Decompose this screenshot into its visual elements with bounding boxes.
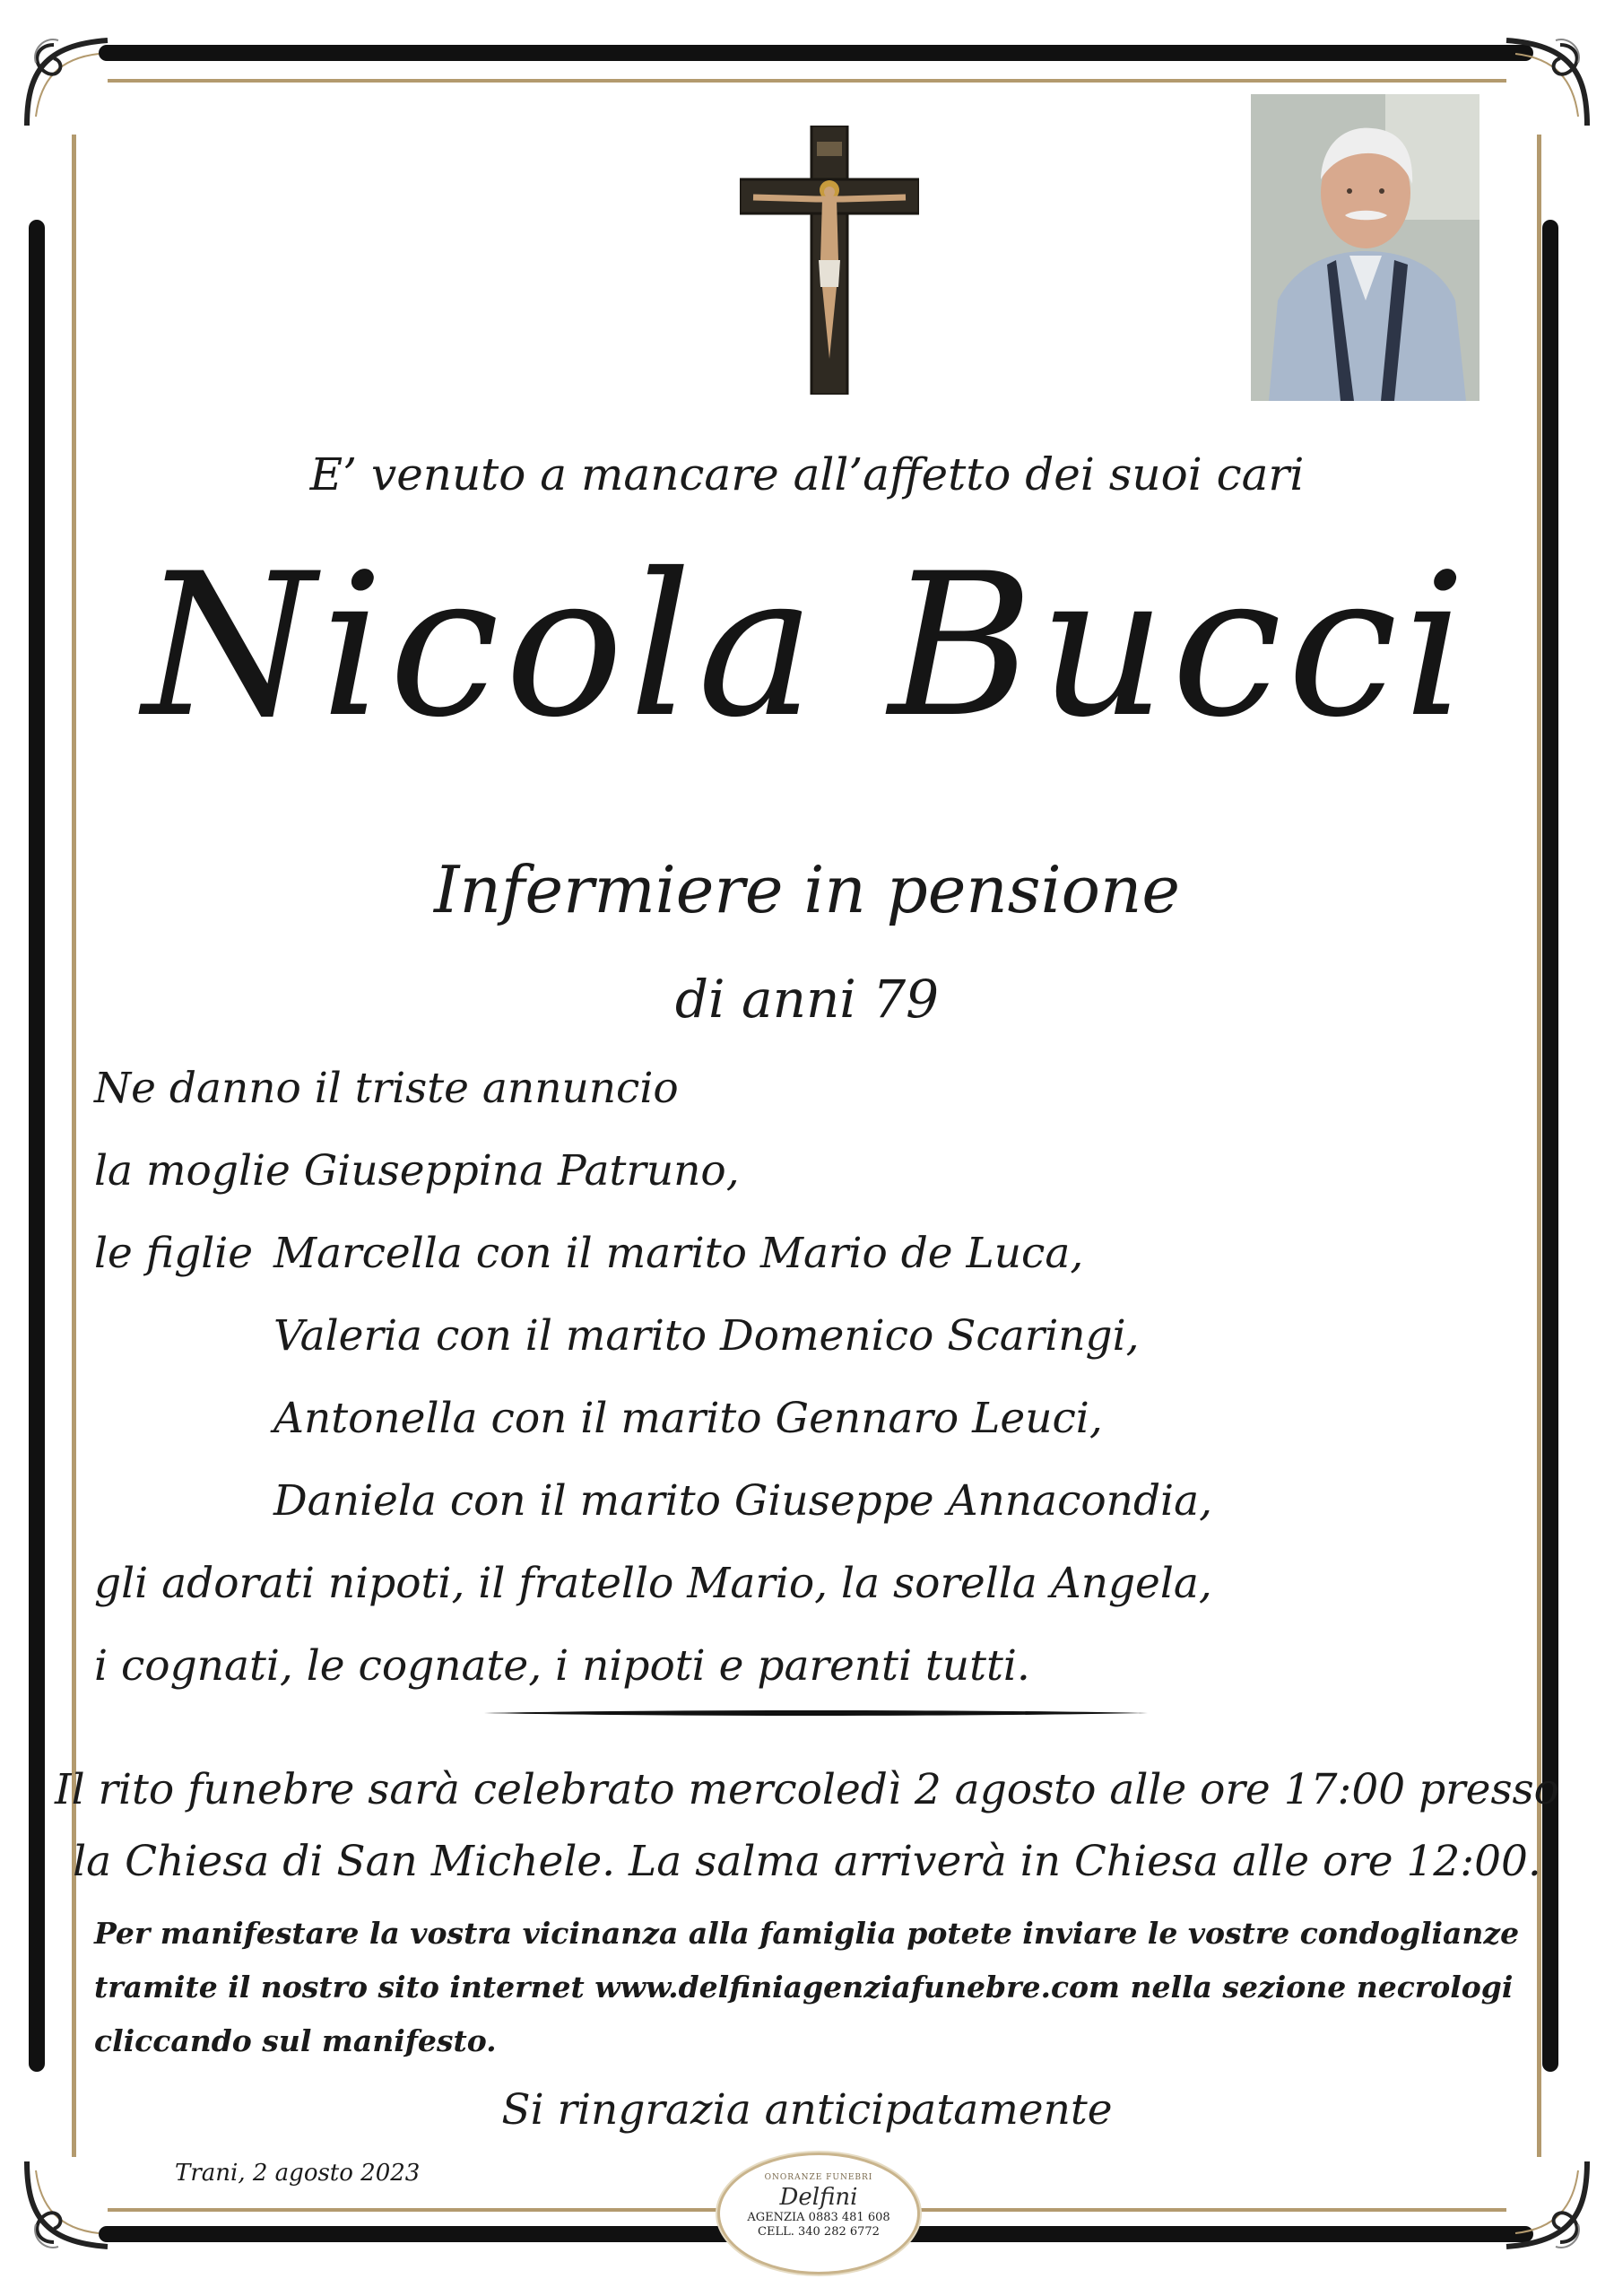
corner-ornament-icon (1488, 27, 1596, 135)
agency-tagline: ONORANZE FUNEBRI (764, 2173, 873, 2182)
divider-line (484, 1709, 1148, 1717)
portrait-image (1251, 94, 1480, 401)
deceased-profession: Infermiere in pensione (434, 852, 1180, 927)
frame-gold-line-top (108, 79, 1506, 83)
deceased-photo (1251, 94, 1480, 401)
crucifix-icon (740, 126, 919, 395)
deceased-age: di anni 79 (674, 969, 940, 1030)
thanks-text: Si ringrazia anticipatamente (501, 2085, 1113, 2135)
condolences-line3: cliccando sul manifesto. (94, 2023, 497, 2058)
place-date: Trani, 2 agosto 2023 (175, 2160, 421, 2187)
condolences-line2: tramite il nostro sito internet www.delfiniagenziafunebre.com nella sezione necrologi (94, 1970, 1514, 2005)
frame-top-bar (99, 45, 1533, 61)
deceased-name: Nicola Bucci (142, 531, 1472, 761)
family-line: Ne danno il triste annuncio (94, 1064, 679, 1113)
family-line: Daniela con il marito Giuseppe Annacondia, (273, 1476, 1213, 1526)
condolences-line1: Per manifestare la vostra vicinanza alla famiglia potete inviare le vostre condoglianze (94, 1916, 1520, 1951)
agency-brand: Delfini (779, 2184, 858, 2211)
family-line: la moglie Giuseppina Patruno, (94, 1146, 740, 1196)
agency-logo (717, 2152, 920, 2274)
corner-ornament-icon (1488, 2152, 1596, 2260)
family-line: i cognati, le cognate, i nipoti e parenti tutti. (94, 1641, 1030, 1691)
family-line: Marcella con il marito Mario de Luca, (273, 1229, 1084, 1278)
corner-ornament-icon (18, 2152, 126, 2260)
family-line-label: le figlie (94, 1229, 254, 1278)
rite-text-line1: Il rito funebre sarà celebrato mercoledì 2 agosto alle ore 17:00 presso (55, 1765, 1559, 1814)
family-line: Valeria con il marito Domenico Scaringi, (273, 1311, 1140, 1361)
agency-phone: AGENZIA 0883 481 608 (747, 2211, 890, 2224)
family-line: Antonella con il marito Gennaro Leuci, (273, 1394, 1103, 1443)
corner-ornament-icon (18, 27, 126, 135)
family-line: gli adorati nipoti, il fratello Mario, la sorella Angela, (94, 1559, 1212, 1608)
intro-text: E’ venuto a mancare all’affetto dei suoi cari (309, 448, 1305, 500)
agency-mobile: CELL. 340 282 6772 (758, 2224, 880, 2239)
rite-text-line2: la Chiesa di San Michele. La salma arriverà in Chiesa alle ore 12:00. (73, 1837, 1541, 1886)
